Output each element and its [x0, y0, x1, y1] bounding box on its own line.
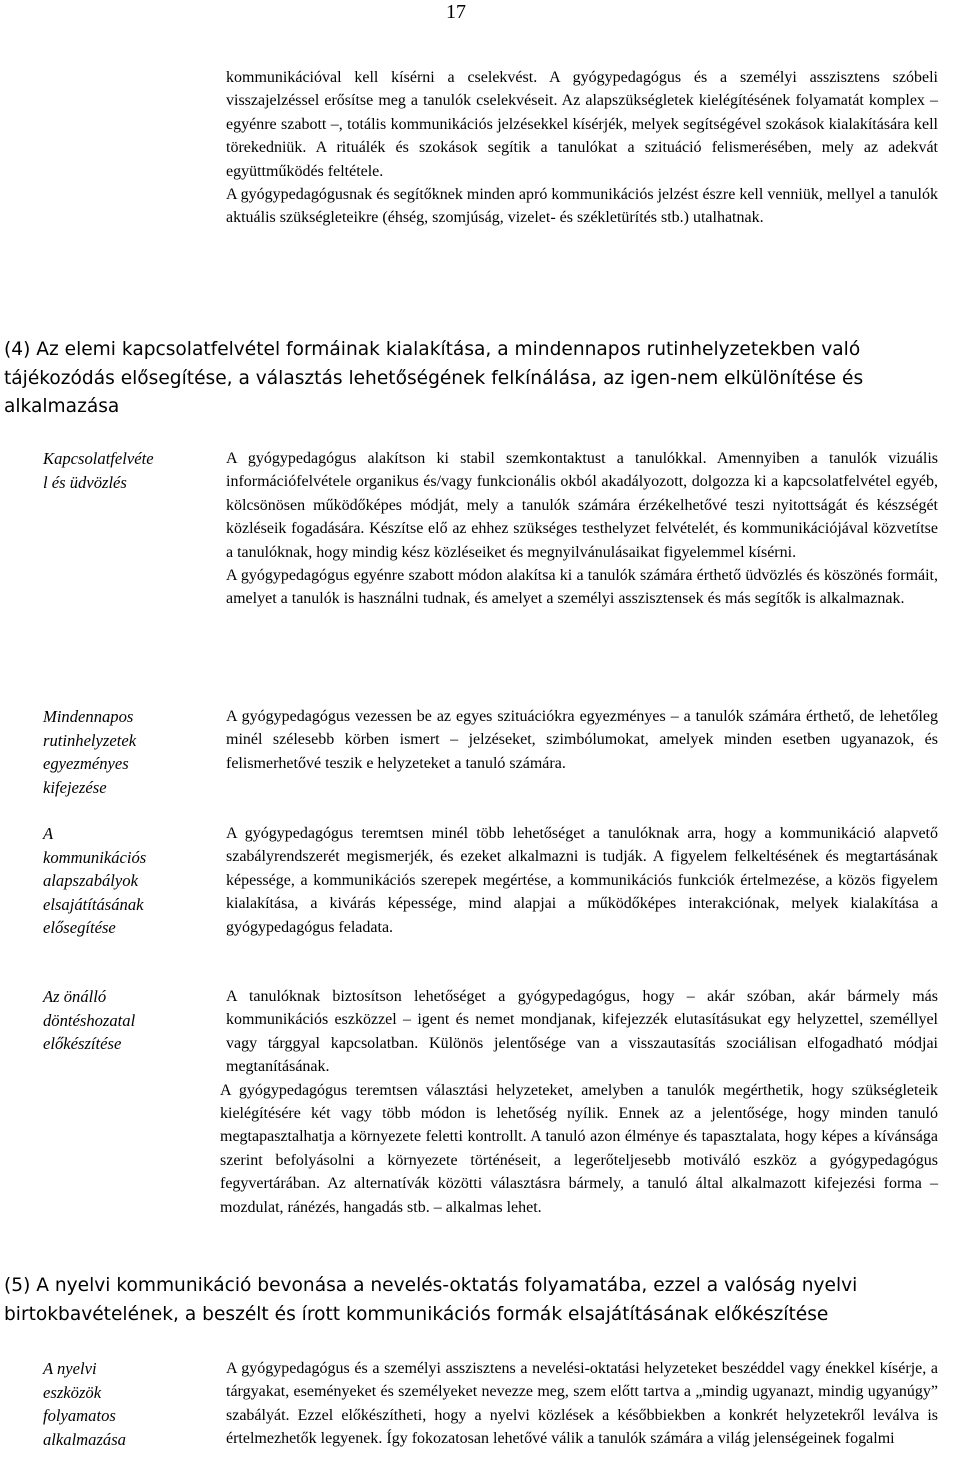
label-line: döntéshozatal	[43, 1010, 136, 1030]
body-paragraph: A gyógypedagógus egyénre szabott módon alakítsa ki a tanulók számára érthető üdvözlés és köszönés formáit, amelyet a tanulók is használni tudnak, és amelyet a személyi asszisztensek és más segítők is alkalmaznak.	[226, 567, 938, 608]
intro-paragraph: A gyógypedagógusnak és segítőknek minden apró kommunikációs jelzést észre kell venniük, mellyel a tanulók aktuális szükségleteikre (éhség, szomjúság, vizelet- és székletürítés stb.) utalhatnak.	[226, 186, 938, 227]
row-body-nyelvi-eszkozok	[226, 1357, 938, 1451]
label-line: A	[43, 824, 54, 843]
label-line: eszközök	[43, 1382, 102, 1402]
label-line: egyezményes	[43, 754, 129, 774]
label-line: A nyelvi	[43, 1359, 97, 1378]
row-label-donteshozatal	[43, 985, 193, 1056]
label-line: kifejezése	[43, 777, 107, 797]
row-body-rutinhelyzetek	[226, 705, 938, 775]
label-line: folyamatos	[43, 1406, 116, 1426]
label-line: Mindennapos	[43, 707, 134, 726]
label-line: elsajátításának	[43, 894, 144, 914]
row-label-alapszabalyok	[43, 822, 193, 940]
body-paragraph: A gyógypedagógus és a személyi asszisztens a nevelési-oktatási helyzeteket beszéddel vagy énekkel kísérje, a tárgyakat, eseményeket és személyeket nevezze meg, szem előtt tartva a „mindig ugyanazt, mindig ugyanúgy” szabályát. Ezzel előkészítheti, hogy a nyelvi közlések a későbbiekben a konkrét helyzetekről leválva is értelmezhetők legyenek. Így fokozatosan lehetővé válik a tanulók számára a világ jelenségeinek fogalmi	[226, 1360, 938, 1448]
body-paragraph: A gyógypedagógus vezessen be az egyes szituációkra egyezményes – a tanulók számára érthető, de lehetőleg minél szélesebb körben ismert – jelzéseket, szimbólumokat, amelyek minden esetben ugyanazok, és felismerhetővé teszik e helyzeteket a tanuló számára.	[226, 708, 938, 772]
body-paragraph: A gyógypedagógus teremtsen minél több lehetőséget a tanulóknak arra, hogy a kommunikáció alapvető szabályrendszerét megismerjék, és ezeket alkalmazni is tudják. A figyelem felkeltésének és megtartásának képessége, a kommunikációs szerepek megértése, a kommunikációs funkciók értelmezése, a közös figyelem kialakítása, a kivárás képessége, mind alapjai a működőképes interakciónak, melyek kialakítása a gyógypedagógus feladata.	[226, 825, 938, 936]
label-line: Kapcsolatfelvéte	[43, 449, 154, 468]
label-line: Az önálló	[43, 987, 107, 1006]
row-label-rutinhelyzetek	[43, 705, 193, 799]
label-line: l és üdvözlés	[43, 472, 127, 492]
label-line: elősegítése	[43, 918, 116, 938]
label-line: előkészítése	[43, 1034, 122, 1054]
label-line: alapszabályok	[43, 871, 138, 891]
intro-paragraph: kommunikációval kell kísérni a cselekvést. A gyógypedagógus és a személyi asszisztens szóbeli visszajelzéssel erősítse meg a tanulók cselekvéseit. Az alapszükségletek kielégítésének folyamatát komplex – egyénre szabott –, totális kommunikációs jelzésekkel kísérjék, melyek segítségével szokások kialakítására kell törekedniük. A rituálék és szokások segítik a tanulókat a szituáció felismerésében, mely az adekvát együttműködés feltétele.	[226, 69, 938, 180]
intro-text	[226, 66, 938, 230]
body-paragraph: A gyógypedagógus alakítson ki stabil szemkontaktust a tanulókkal. Amennyiben a tanulók vizuális információfelvétele organikus és/vagy funkcionális okból akadályozott, dolgozza ki a kapcsolatfelvétel egyéb, kölcsönösen működőképes módját, mely a tanulók számára érzékelhetővé teszi nyitottságát és készségét közléseik fogadására. Készítse elő az ehhez szükséges testhelyzet felvételét, és kommunikációjával közvetítse a tanulóknak, hogy mindig kész közléseiket és megnyilvánulásaikat figyelemmel kísérni.	[226, 450, 938, 561]
row-body-alapszabalyok	[226, 822, 938, 939]
section-4-heading: (4) Az elemi kapcsolatfelvétel formáinak kialakítása, a mindennapos rutinhelyzetekben való tájékozódás elősegítése, a választás lehetőségének felkínálása, az igen-nem elkülönítése és alkalmazása	[4, 339, 864, 417]
label-line: kommunikációs	[43, 847, 147, 867]
row-body-donteshozatal	[220, 985, 938, 1219]
body-paragraph: A gyógypedagógus teremtsen választási helyzeteket, amelyben a tanulók megérthetik, hogy szükségleteik kielégítésére két vagy több módon is lehetőség nyílik. Ennek az a jelentősége, hogy minden tanuló megtapasztalhatja a környezete feletti kontrollt. A tanuló azon élménye és tapasztalata, hogy képes a kívánsága szerint befolyásolni a környezete történéseit, a legerőteljesebb motiváló eszköz a gyógypedagógus fegyvertárában. Az alternatívák közötti választásra bármely, a tanuló által alkalmazott kifejezési forma – mozdulat, ránézés, hangadás stb. – alkalmas lehet.	[220, 1081, 938, 1216]
page-number: 17	[446, 1, 466, 23]
body-paragraph: A tanulóknak biztosítson lehetőséget a gyógypedagógus, hogy – akár szóban, akár bármely más kommunikációs eszközzel – igent és nemet mondjanak, kifejezzék elutasításukat egy helyzettel, személlyel vagy tárggyal kapcsolatban. Különös jelentősége van a visszautasítás szociálisan elfogadható módjai megtanításának.	[226, 988, 938, 1076]
row-label-kapcsolatfelvetel	[43, 447, 193, 494]
section-5-heading: (5) A nyelvi kommunikáció bevonása a nevelés-oktatás folyamatába, ezzel a valóság nyelvi birtokbavételének, a beszélt és írott kommunikációs formák elsajátításának előkészítése	[4, 1275, 858, 1325]
label-line: rutinhelyzetek	[43, 730, 137, 750]
label-line: alkalmazása	[43, 1429, 126, 1449]
row-body-kapcsolatfelvetel	[226, 447, 938, 611]
row-label-nyelvi-eszkozok	[43, 1357, 193, 1451]
